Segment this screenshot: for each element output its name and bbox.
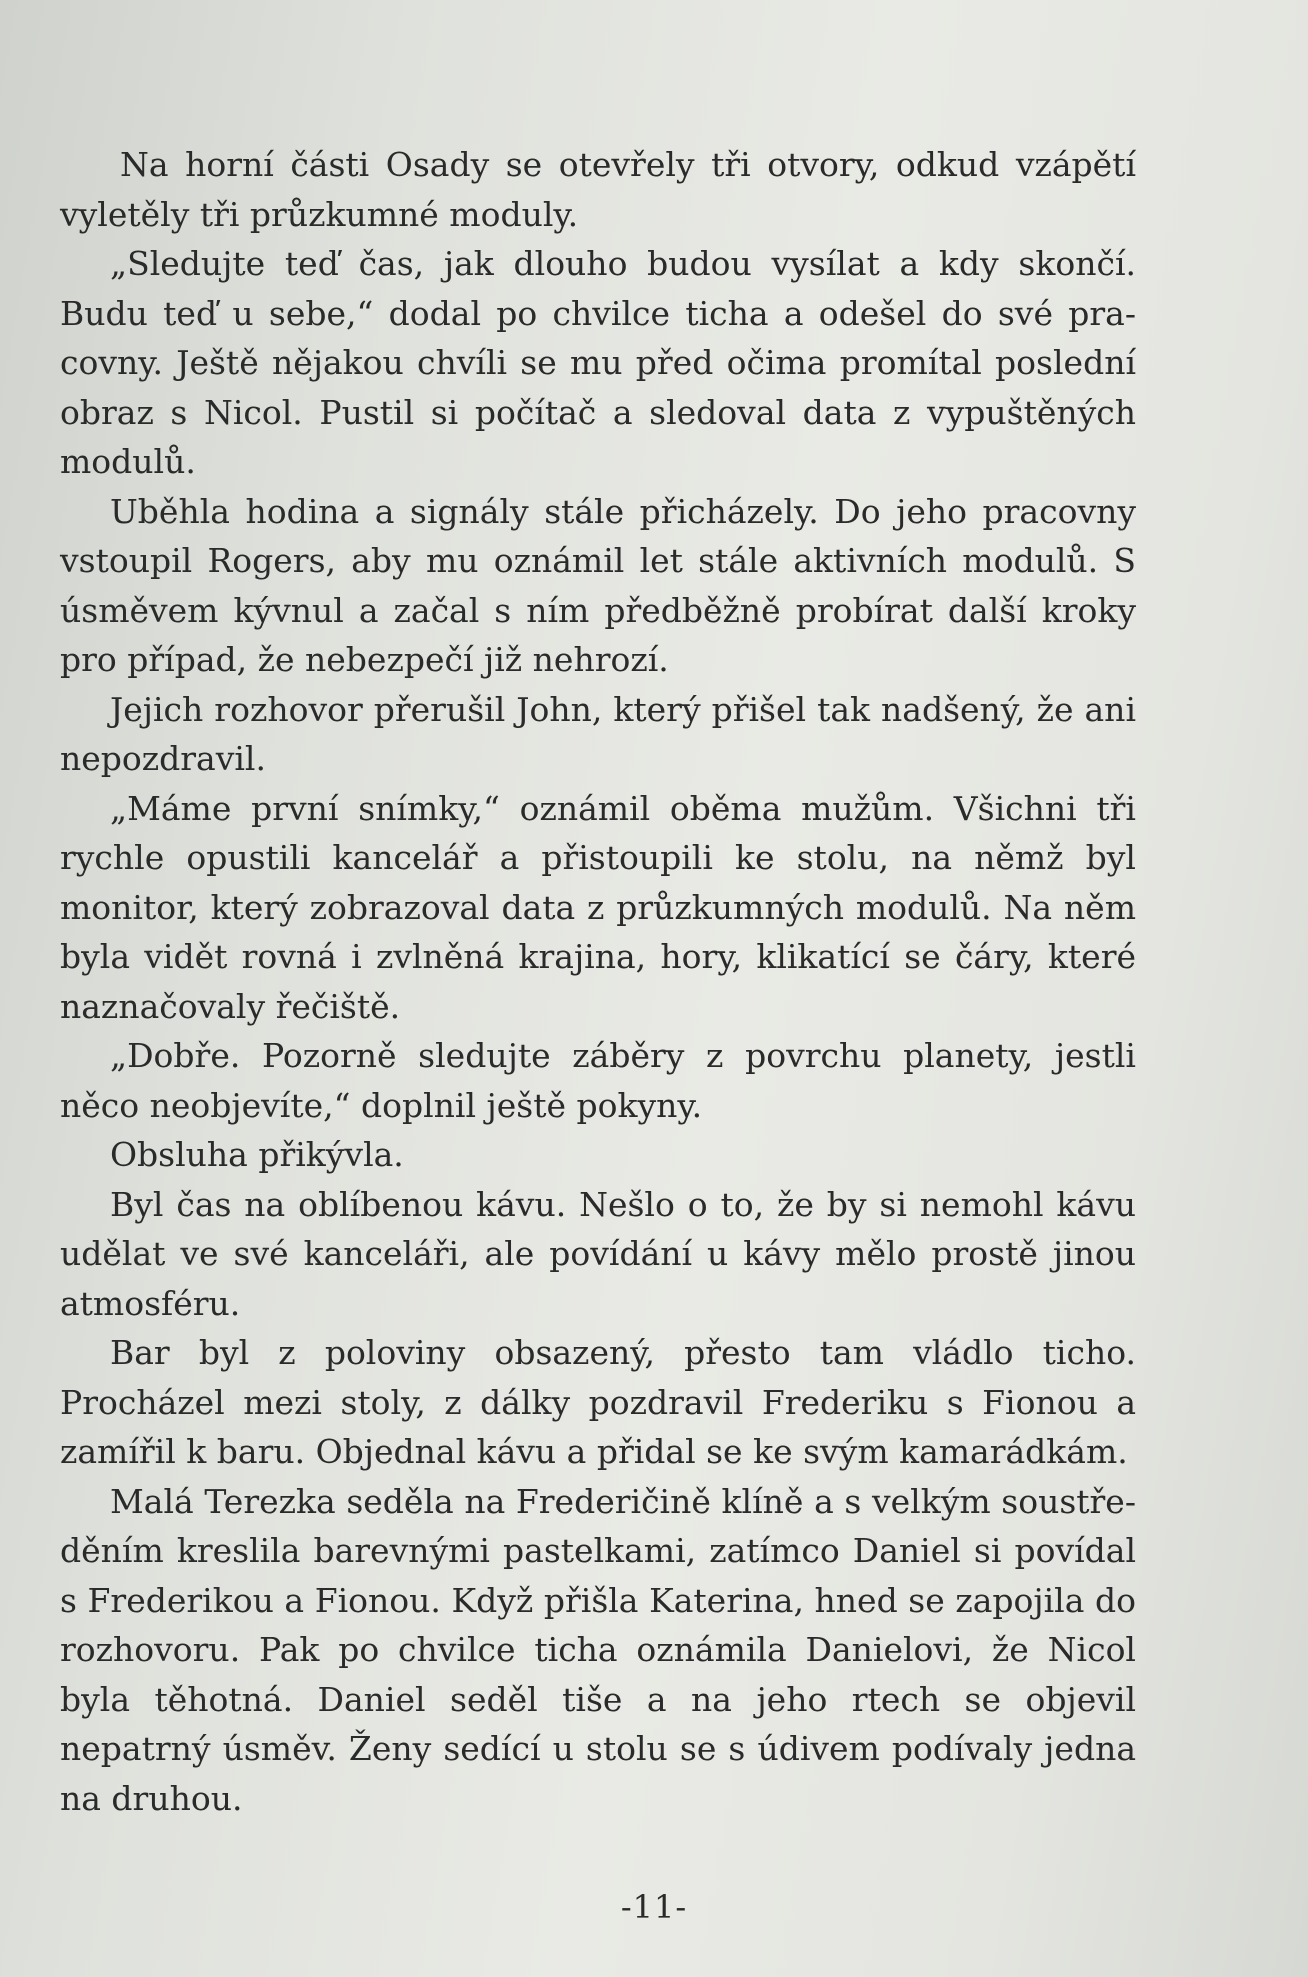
paragraph: „Sledujte teď čas, jak dlouho budou vysílat a kdy skončí. Budu teď u sebe,“ dodal po chvilce ticha a odešel do své pracovny. Ještě nějakou chvíli se mu před očima promítal poslední obraz s Nicol. Pustil si počítač a sledoval data z vypuštěných modulů. bbox=[60, 244, 1136, 481]
paragraph: Bar byl z poloviny obsazený, přesto tam vládlo ticho. Procházel mezi stoly, z dálky pozdravil Frederiku s Fionou a zamířil k baru. Objednal kávu a přidal se ke svým kamarádkám. bbox=[60, 1333, 1136, 1471]
paragraph: Malá Terezka seděla na Frederičině klíně a s velkým soustředěním kreslila barevnými pastelkami, zatímco Daniel si povídal s Frederikou a Fionou. Když přišla Katerina, hned se zapojila do rozhovoru. Pak po chvilce ticha oznámila Danielovi, že Nicol byla těhotná. Daniel seděl tiše a na jeho rtech se objevil nepatrný úsměv. Ženy sedící u stolu se s údivem podívaly jedna na druhou. bbox=[60, 1481, 1136, 1818]
paragraph: Obsluha přikývla. bbox=[110, 1135, 404, 1174]
paragraph: Uběhla hodina a signály stále přicházely. Do jeho pracovny vstoupil Rogers, aby mu oznámil let stále aktivních modulů. S úsměvem kývnul a začal s ním předběžně probírat další kroky pro případ, že nebezpečí již nehrozí. bbox=[60, 491, 1136, 679]
paragraph: Byl čas na oblíbenou kávu. Nešlo o to, že by si nemohl kávu udělat ve své kanceláři, ale povídání u kávy mělo prostě jinou atmosféru. bbox=[60, 1184, 1136, 1323]
body-text bbox=[60, 140, 1136, 1823]
paragraph: „Máme první snímky,“ oznámil oběma mužům. Všichni tři rychle opustili kancelář a přistoupili ke stolu, na němž byl monitor, který zobrazoval data z průzkumných modulů. Na něm byla vidět rovná i zvlněná krajina, hory, klikatící se čáry, které naznačovaly řečiště. bbox=[60, 788, 1136, 1026]
paragraph: Jejich rozhovor přerušil John, který přišel tak nadšený, že ani nepozdravil. bbox=[60, 689, 1136, 778]
paragraph: „Dobře. Pozorně sledujte záběry z povrchu planety, jestli něco neobjevíte,“ doplnil ještě pokyny. bbox=[60, 1036, 1136, 1125]
page-number: -11- bbox=[620, 1888, 688, 1926]
paragraph: Na horní části Osady se otevřely tři otvory, odkud vzápětí vyletěly tři průzkumné moduly. bbox=[60, 145, 1136, 234]
